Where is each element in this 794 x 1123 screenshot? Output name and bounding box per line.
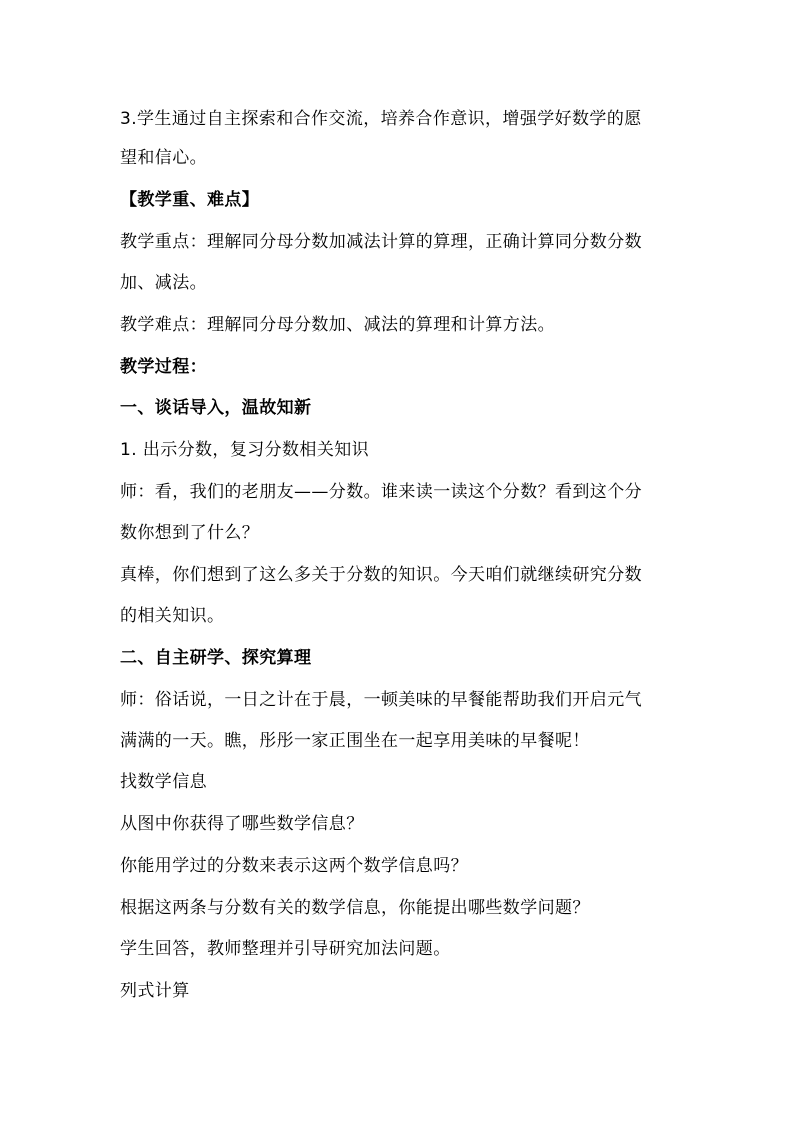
paragraph-praise-cont: 的相关知识。 (120, 606, 225, 626)
paragraph-question-2: 你能用学过的分数来表示这两个数学信息吗？ (120, 856, 468, 876)
paragraph-find-info: 找数学信息 (120, 772, 207, 792)
paragraph-objective-3: 3.学生通过自主探索和合作交流，培养合作意识，增强学好数学的愿 (120, 109, 642, 129)
paragraph-objective-3-cont: 望和信心。 (120, 148, 207, 168)
paragraph-key-point: 教学重点：理解同分母分数加减法计算的算理，正确计算同分数分数 (120, 232, 642, 252)
paragraph-question-1: 从图中你获得了哪些数学信息？ (120, 814, 364, 834)
heading-teaching-process: 教学过程： (120, 357, 207, 377)
heading-section-two: 二、自主研学、探究算理 (120, 648, 312, 668)
paragraph-breakfast-cont: 满满的一天。瞧，彤彤一家正围坐在一起享用美味的早餐呢！ (120, 731, 590, 751)
heading-key-points: 【教学重、难点】 (120, 190, 260, 210)
paragraph-calculation: 列式计算 (120, 981, 190, 1001)
paragraph-praise: 真棒，你们想到了这么多关于分数的知识。今天咱们就继续研究分数 (120, 565, 642, 585)
paragraph-difficult-point: 教学难点：理解同分母分数加、减法的算理和计算方法。 (120, 315, 555, 335)
paragraph-key-point-cont: 加、减法。 (120, 273, 207, 293)
paragraph-breakfast: 师：俗话说，一日之计在于晨，一顿美味的早餐能帮助我们开启元气 (120, 690, 642, 710)
heading-section-one: 一、谈话导入，温故知新 (120, 398, 312, 418)
paragraph-student-answer: 学生回答，教师整理并引导研究加法问题。 (120, 939, 451, 959)
paragraph-teacher-dialogue: 师：看，我们的老朋友——分数。谁来读一读这个分数？看到这个分 (120, 482, 642, 502)
paragraph-teacher-dialogue-cont: 数你想到了什么？ (120, 523, 260, 543)
paragraph-question-3: 根据这两条与分数有关的数学信息，你能提出哪些数学问题？ (120, 898, 590, 918)
paragraph-step-1: 1. 出示分数，复习分数相关知识 (120, 440, 370, 460)
